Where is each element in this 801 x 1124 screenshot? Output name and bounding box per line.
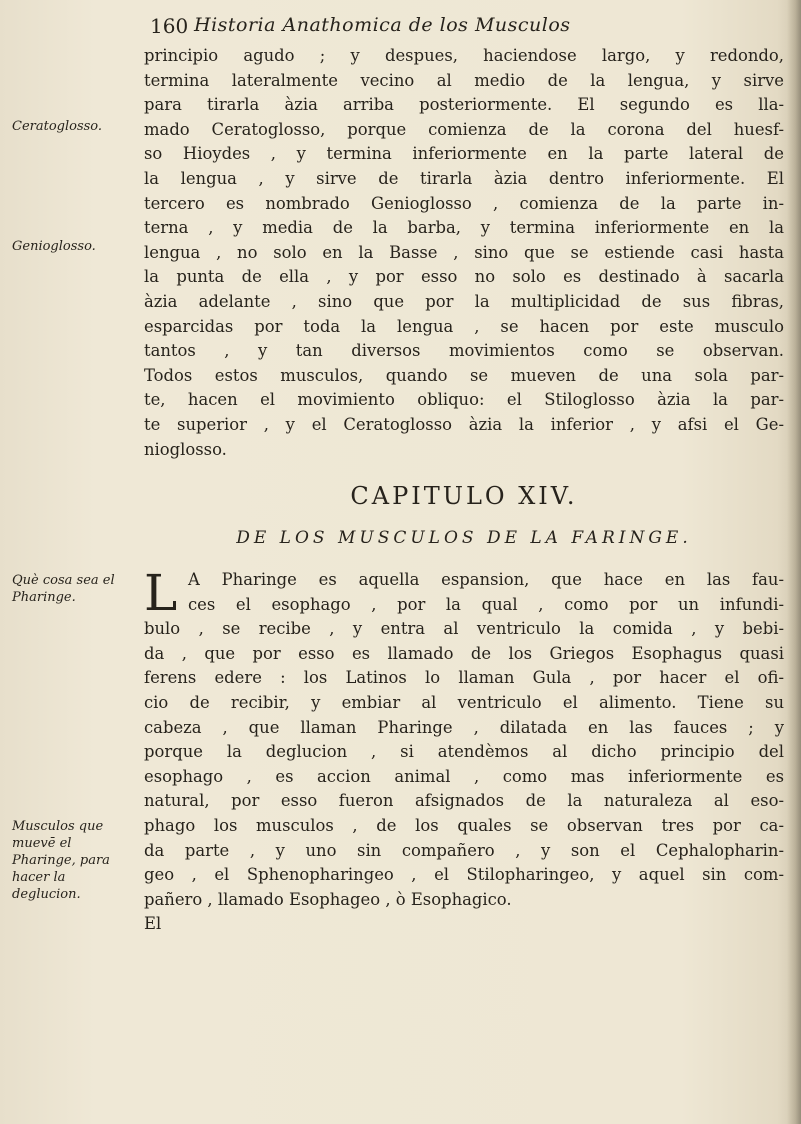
text-line: terna , y media de la barba, y termina inferiormente en la (144, 218, 784, 238)
chapter-subtitle: DE LOS MUSCULOS DE LA FARINGE. (236, 528, 692, 548)
paragraph-2 (144, 564, 784, 937)
text-line: ces el esophago , por la qual , como por un infundi- (188, 594, 784, 614)
text-line: termina lateralmente vecino al medio de la lengua, y sirve (144, 70, 784, 90)
page-header (150, 14, 770, 40)
text-line: te superior , y el Ceratoglosso àzia la inferior , y afsi el Ge- (144, 414, 784, 434)
text-line: esparcidas por toda la lengua , se hacen por este musculo (144, 316, 784, 336)
text-line: àzia adelante , sino que por la multiplicidad de sus fibras, (144, 291, 784, 311)
text-line: tantos , y tan diversos movimientos como se observan. (144, 341, 784, 361)
text-line: A Pharinge es aquella espansion, que hace en las fau- (188, 570, 784, 589)
text-line: pañero , llamado Esophageo , ò Esophagico. (144, 889, 512, 909)
text-line: bulo , se recibe , y entra al ventriculo la comida , y bebi- (144, 619, 784, 639)
text-line: phago los musculos , de los quales se observan tres por ca- (144, 815, 784, 835)
text-line: natural, por esso fueron afsignados de la naturaleza al eso- (144, 791, 784, 811)
text-line: te, hacen el movimiento obliquo: el Stiloglosso àzia la par- (144, 390, 784, 410)
text-line: porque la deglucion , si atendèmos al dicho principio del (144, 742, 784, 762)
catchword: El (144, 914, 162, 934)
paragraph-1 (144, 44, 784, 462)
margin-note-genioglosso: Genioglosso. (12, 239, 96, 254)
text-line: Todos estos musculos, quando se mueven de una sola par- (144, 365, 784, 385)
main-text (144, 44, 784, 934)
text-line: ferens edere : los Latinos lo llaman Gula , por hacer el ofi- (144, 668, 784, 688)
text-line: principio agudo ; y despues, haciendose largo, y redondo, (144, 46, 784, 65)
margin-note-ceratoglosso: Ceratoglosso. (12, 119, 103, 134)
text-line: lengua , no solo en la Basse , sino que se estiende casi hasta (144, 242, 784, 262)
text-line: mado Ceratoglosso, porque comienza de la corona del huesf- (144, 119, 784, 139)
text-line: geo , el Sphenopharingeo , el Stilopharingeo, y aquel sin com- (144, 865, 784, 885)
text-line: da , que por esso es llamado de los Griegos Esophagus quasi (144, 643, 784, 663)
chapter-title: CAPITULO XIV. (350, 482, 578, 510)
text-line: da parte , y uno sin compañero , y son el Cephalopharin- (144, 840, 784, 860)
text-line: nioglosso. (144, 439, 227, 459)
text-line: la punta de ella , y por esso no solo es destinado à sacarla (144, 267, 784, 287)
text-line: la lengua , y sirve de tirarla àzia dentro inferiormente. El (144, 168, 784, 188)
drop-capital: L (144, 564, 178, 622)
text-line: para tirarla àzia arriba posteriormente. El segundo es lla- (144, 95, 784, 115)
text-line: esophago , es accion animal , como mas inferiormente es (144, 766, 784, 786)
page-edge-shadow (787, 0, 801, 1124)
text-line: so Hioydes , y termina inferiormente en la parte lateral de (144, 144, 784, 164)
text-line: tercero es nombrado Genioglosso , comienza de la parte in- (144, 193, 784, 213)
text-line: cio de recibir, y embiar al ventriculo el alimento. Tiene su (144, 692, 784, 712)
running-title: Historia Anathomica de los Musculos (194, 14, 571, 36)
text-line: cabeza , que llaman Pharinge , dilatada en las fauces ; y (144, 717, 784, 737)
margin-note-que-cosa-pharinge: Què cosa sea el Pharinge. (12, 573, 115, 605)
page-number: 160 (150, 14, 189, 38)
margin-note-musculos-pharinge: Musculos que muevē el Pharinge, para hacer la deglucion. (12, 819, 110, 902)
